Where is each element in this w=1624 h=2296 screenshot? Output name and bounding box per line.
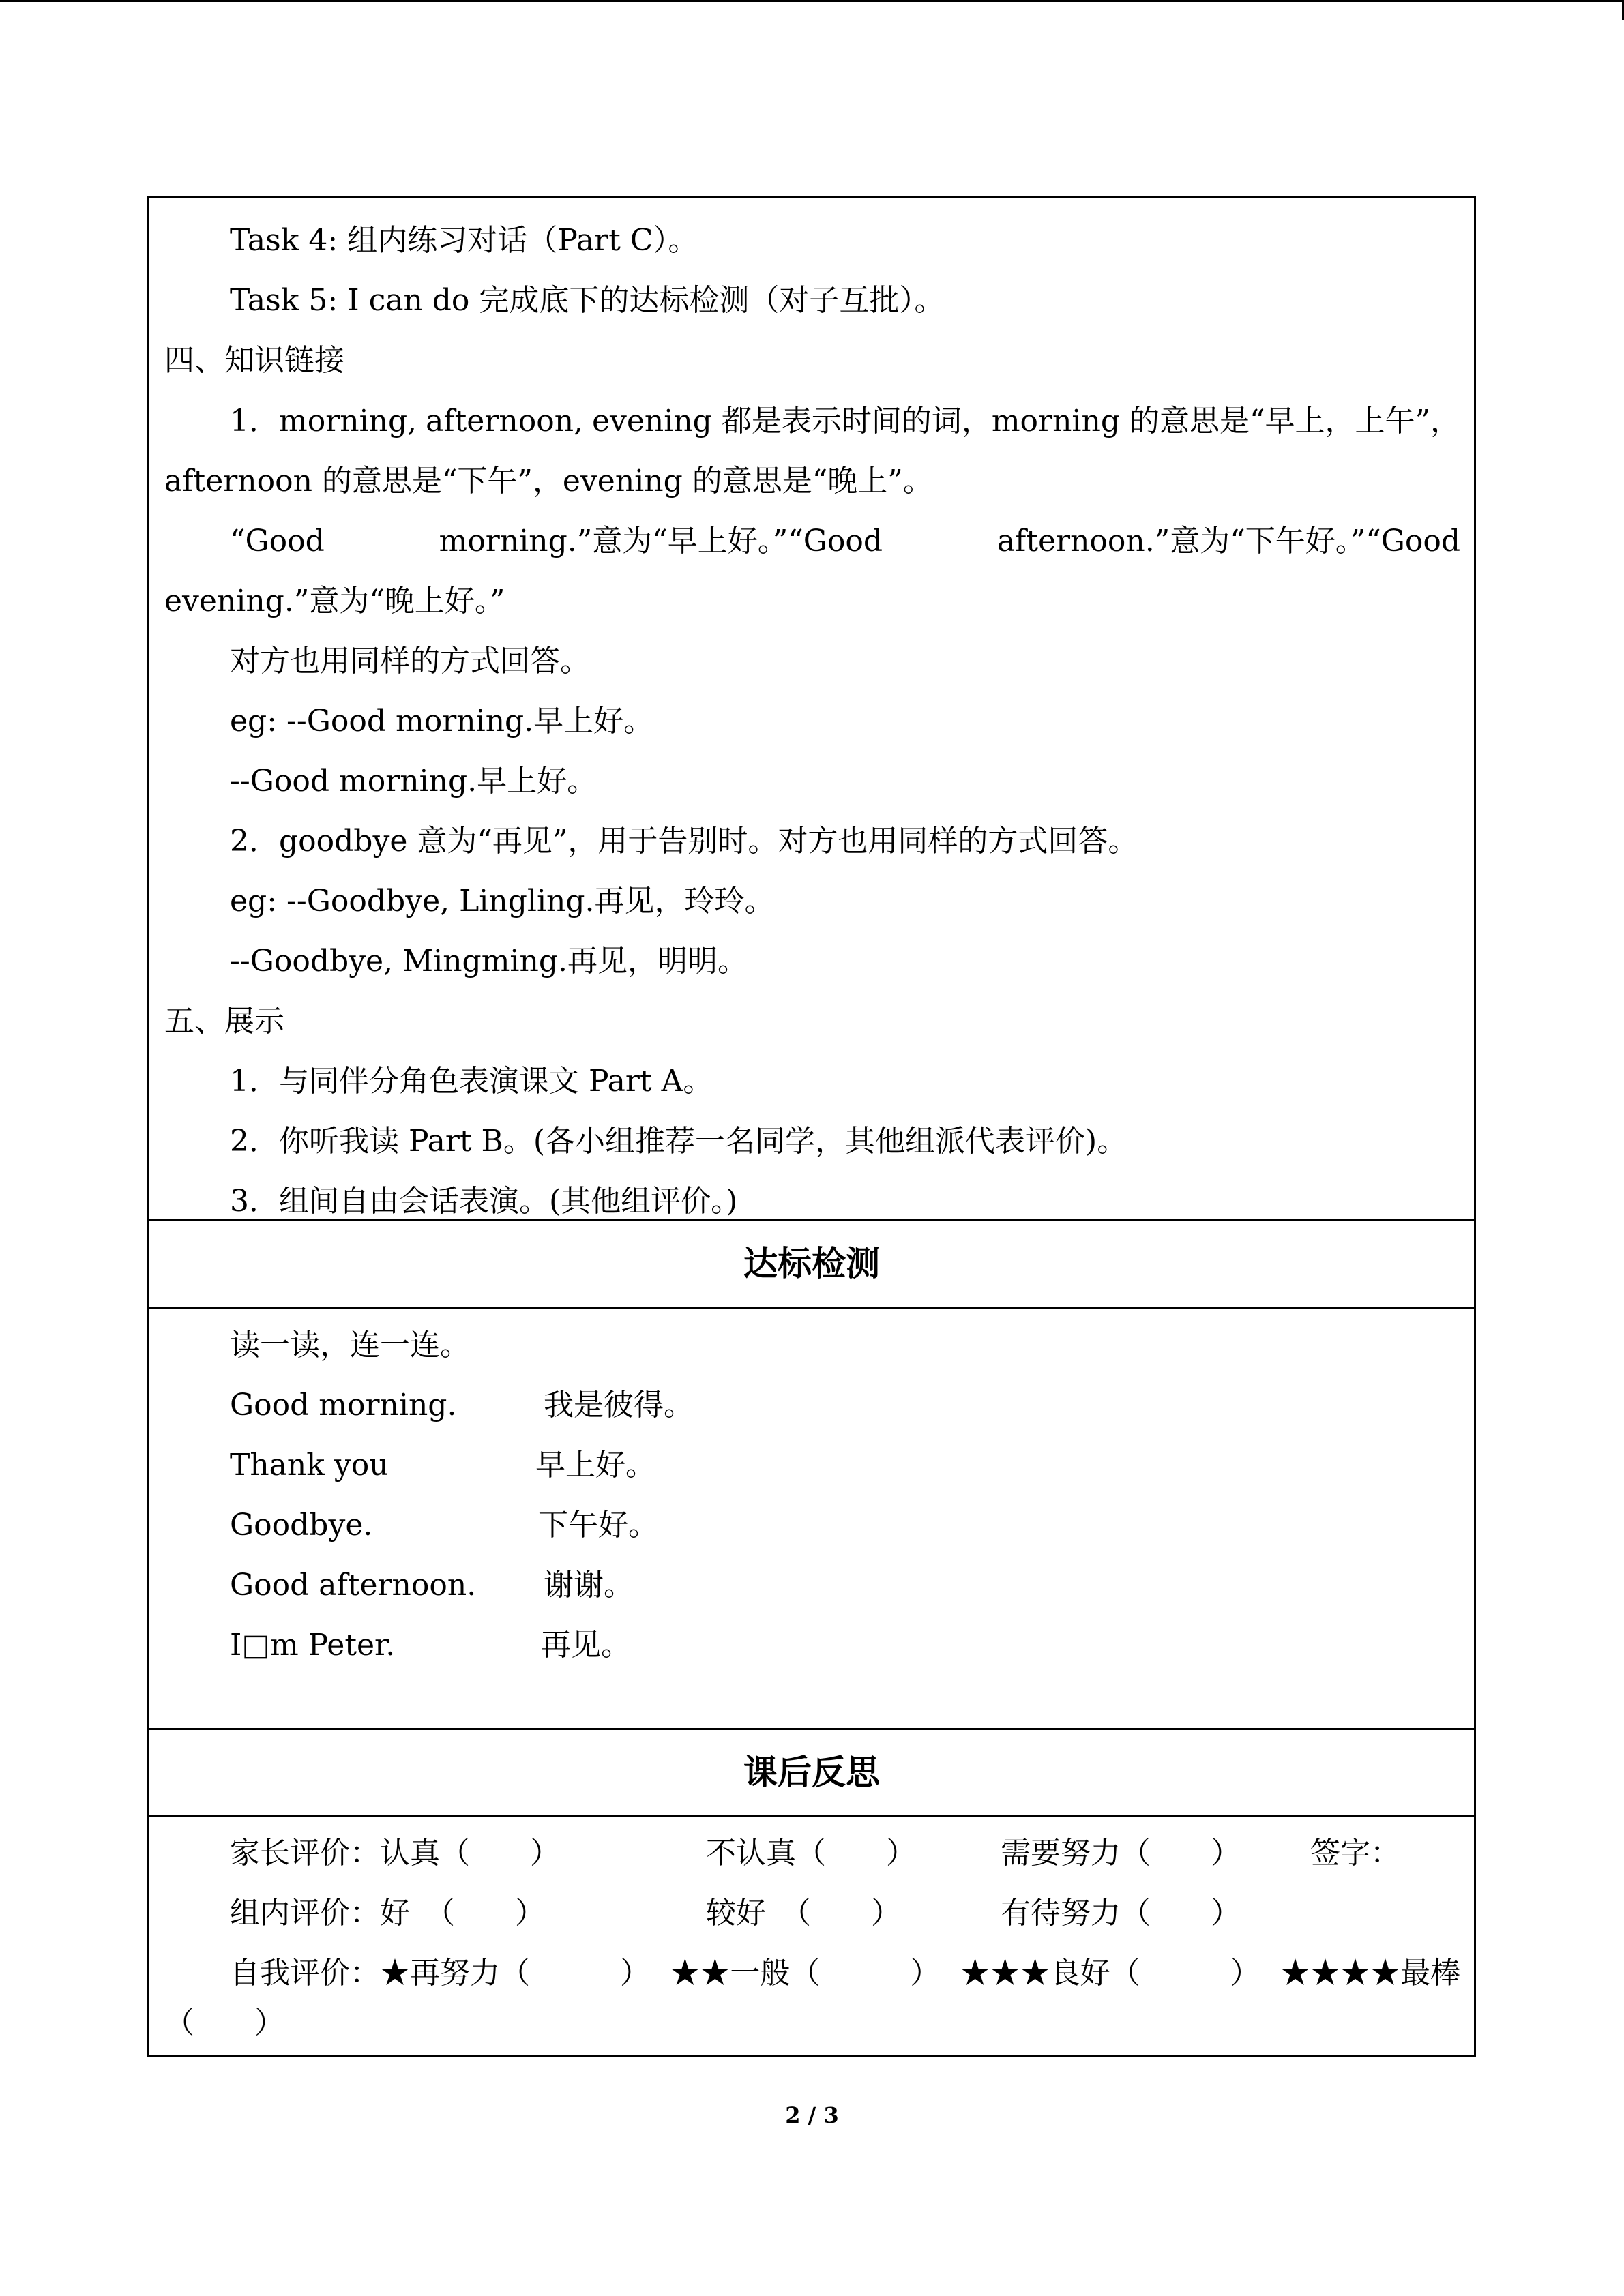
section-knowledge-link: 四、知识链接 — [164, 343, 344, 378]
section-display: 五、展示 — [164, 1004, 284, 1039]
parent-eval-not-serious: 不认真（ ） — [706, 1836, 916, 1870]
group-eval-improve: 有待努力（ ） — [1001, 1896, 1241, 1930]
self-eval-1: 自我评价：★再努力（ ） — [230, 1956, 650, 1991]
group-eval-fair: 较好 （ ） — [706, 1896, 901, 1930]
page-number: 2 / 3 — [785, 2102, 839, 2128]
example-3: eg: --Goodbye, Lingling.再见，玲玲。 — [230, 884, 775, 919]
knowledge-reply-note: 对方也用同样的方式回答。 — [230, 644, 590, 679]
parent-eval-label: 家长评价：认真（ ） — [230, 1836, 560, 1870]
parent-signature: 签字： — [1310, 1836, 1400, 1870]
match-english-4: Good afternoon. — [230, 1568, 477, 1602]
parent-eval-needs-effort: 需要努力（ ） — [1001, 1836, 1241, 1870]
self-eval-tail: （ ） — [164, 2006, 284, 2040]
match-english-5: I□m Peter. — [230, 1628, 396, 1663]
page-top-rule — [0, 0, 1624, 2]
match-chinese-1: 我是彼得。 — [544, 1388, 694, 1422]
display-3: 3．组间自由会话表演。(其他组评价。) — [230, 1184, 738, 1219]
k1a-part-3: evening 都是表示时间的词，morning 的意思是“早上，上午”， — [592, 404, 1460, 438]
task-5: Task 5: I can do 完成底下的达标检测（对子互批）。 — [230, 283, 945, 318]
k2a-part-3: afternoon.”意为“下午好。”“Good — [996, 524, 1460, 558]
reflection-heading: 课后反思 — [743, 1753, 880, 1792]
self-eval-2: ★★一般（ ） — [670, 1956, 941, 1991]
task-4: Task 4: 组内练习对话（Part C）。 — [230, 223, 698, 258]
lesson-table — [147, 196, 1476, 2057]
match-english-3: Goodbye. — [230, 1508, 373, 1542]
match-chinese-2: 早上好。 — [535, 1448, 655, 1482]
check-heading: 达标检测 — [743, 1244, 880, 1283]
knowledge-greetings-line-2: evening.”意为“晚上好。” — [164, 584, 505, 618]
k2a-part-1: “Good — [230, 524, 325, 558]
self-eval-3: ★★★良好（ ） — [960, 1956, 1260, 1991]
knowledge-greetings-line-1 — [230, 526, 1460, 556]
k2a-part-2: morning.”意为“早上好。”“Good — [439, 524, 883, 558]
match-chinese-3: 下午好。 — [538, 1508, 658, 1542]
row-divider — [149, 1728, 1474, 1730]
row-divider — [149, 1219, 1474, 1221]
match-chinese-5: 再见。 — [541, 1628, 631, 1663]
example-1: eg: --Good morning.早上好。 — [230, 704, 654, 739]
row-divider — [149, 1307, 1474, 1309]
row-divider — [149, 1815, 1474, 1817]
example-4: --Goodbye, Mingming.再见，明明。 — [230, 944, 748, 979]
display-1: 1．与同伴分角色表演课文 Part A。 — [230, 1064, 713, 1099]
k1a-part-2: afternoon, — [426, 404, 584, 438]
display-2: 2．你听我读 Part B。(各小组推荐一名同学，其他组派代表评价)。 — [230, 1124, 1127, 1159]
knowledge-1-line-1 — [230, 406, 1460, 436]
group-eval-label: 组内评价：好 （ ） — [230, 1896, 545, 1930]
knowledge-2-goodbye: 2．goodbye 意为“再见”，用于告别时。对方也用同样的方式回答。 — [230, 824, 1138, 859]
check-instruction: 读一读，连一连。 — [230, 1328, 470, 1362]
knowledge-1-line-2: afternoon 的意思是“下午”，evening 的意思是“晚上”。 — [164, 464, 933, 498]
match-english-1: Good morning. — [230, 1388, 457, 1422]
match-chinese-4: 谢谢。 — [544, 1568, 634, 1602]
match-english-2: Thank you — [230, 1448, 389, 1482]
example-2: --Good morning.早上好。 — [230, 764, 597, 799]
self-eval-4: ★★★★最棒 — [1280, 1956, 1460, 1991]
k1a-part-1: 1．morning, — [230, 404, 417, 438]
self-eval-line — [230, 1956, 1460, 1991]
